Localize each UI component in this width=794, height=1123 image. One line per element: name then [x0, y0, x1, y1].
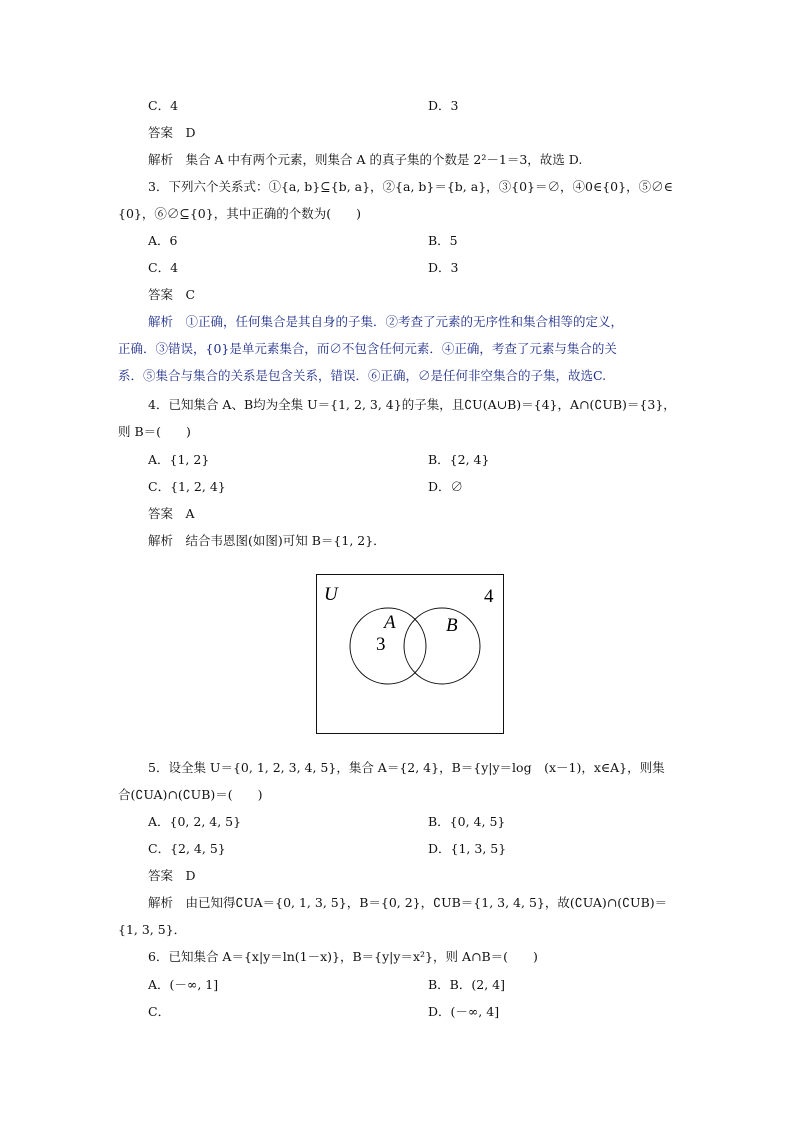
q2-answer: 答案 D — [148, 125, 196, 140]
universe-rectangle — [317, 575, 504, 734]
q2-analysis: 解析 集合 A 中有两个元素，则集合 A 的真子集的个数是 2²－1＝3，故选 D. — [148, 152, 583, 167]
q4-option-c: C．{1, 2, 4} — [148, 479, 226, 494]
venn-diagram — [316, 574, 504, 734]
universe-label: U — [324, 584, 338, 605]
q5-analysis-line2: {1, 3, 5}． — [118, 922, 187, 937]
set-a-label: A — [384, 612, 396, 633]
set-b-circle — [404, 608, 480, 684]
q6-option-b: B．B．(2, 4] — [428, 977, 505, 992]
q3-stem-line2: {0}，⑥∅⊆{0}，其中正确的个数为( ) — [118, 206, 361, 221]
q4-option-a: A．{1, 2} — [148, 452, 210, 467]
q4-analysis: 解析 结合韦恩图(如图)可知 B＝{1, 2}． — [148, 533, 386, 548]
q5-option-a: A．{0, 2, 4, 5} — [148, 814, 242, 829]
q5-analysis-line1: 解析 由已知得∁UA＝{0, 1, 3, 5}，B＝{0, 2}，∁UB＝{1, 3, 4, 5}，故(∁UA)∩(∁UB)＝ — [148, 895, 668, 910]
outside-value: 4 — [484, 586, 494, 607]
q3-option-b: B．5 — [428, 233, 458, 248]
q3-analysis-line3: 系．⑤集合与集合的关系是包含关系，错误．⑥正确，∅是任何非空集合的子集，故选C. — [118, 368, 607, 383]
q5-stem-line2: 合(∁UA)∩(∁UB)＝( ) — [118, 787, 263, 802]
q2-option-c: C．4 — [148, 98, 179, 113]
q5-option-d: D．{1, 3, 5} — [428, 841, 507, 856]
q5-option-b: B．{0, 4, 5} — [428, 814, 506, 829]
set-b-label: B — [446, 615, 458, 636]
q6-option-a: A．(－∞, 1] — [148, 977, 219, 992]
q4-stem-line1: 4．已知集合 A、B均为全集 U＝{1, 2, 3, 4}的子集，且∁U(A∪B)＝{4}，A∩(∁UB)＝{3}， — [148, 397, 676, 412]
q6-option-d: D．(－∞, 4] — [428, 1004, 500, 1019]
q3-option-a: A．6 — [148, 233, 178, 248]
q3-answer: 答案 C — [148, 287, 196, 302]
q4-answer: 答案 A — [148, 506, 195, 521]
q3-option-d: D．3 — [428, 260, 459, 275]
q2-option-d: D．3 — [428, 98, 459, 113]
q5-option-c: C．{2, 4, 5} — [148, 841, 226, 856]
q3-analysis-line2: 正确．③错误，{0}是单元素集合，而∅不包含任何元素．④正确，考查了元素与集合的关 — [118, 341, 617, 356]
q4-stem-line2: 则 B＝( ) — [118, 424, 191, 439]
q6-option-c: C． — [148, 1004, 171, 1019]
a-only-value: 3 — [376, 634, 386, 655]
q4-option-d: D．∅ — [428, 479, 464, 494]
q5-stem-line1: 5．设全集 U＝{0, 1, 2, 3, 4, 5}，集合 A＝{2, 4}，B＝{y|y＝log (x－1)，x∈A}，则集 — [148, 760, 665, 775]
q4-option-b: B．{2, 4} — [428, 452, 490, 467]
q5-answer: 答案 D — [148, 868, 196, 883]
q3-option-c: C．4 — [148, 260, 179, 275]
q6-stem: 6．已知集合 A＝{x|y＝ln(1－x)}，B＝{y|y＝x²}，则 A∩B＝( ) — [148, 949, 538, 964]
q3-stem-line1: 3．下列六个关系式：①{a, b}⊆{b, a}，②{a, b}＝{b, a}，③{0}＝∅，④0∈{0}，⑤∅∈ — [148, 179, 673, 194]
q3-analysis-line1: 解析 ①正确，任何集合是其自身的子集．②考查了元素的无序性和集合相等的定义， — [148, 314, 624, 329]
